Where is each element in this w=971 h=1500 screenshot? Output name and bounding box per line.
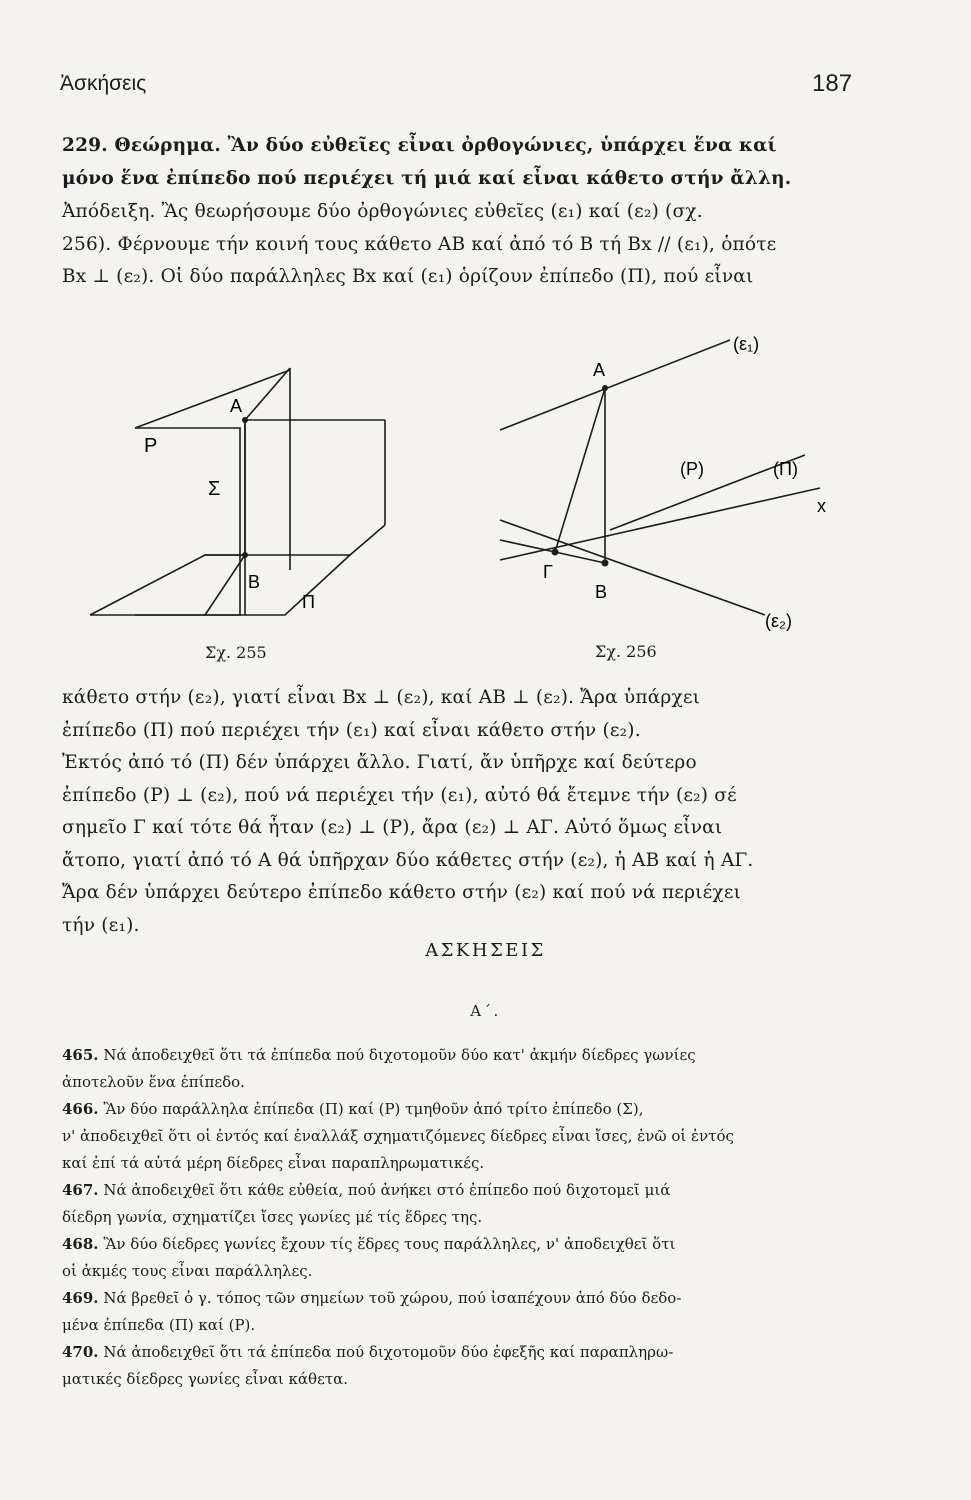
proof-line: Βx ⊥ (ε₂). Οἱ δύο παράλληλες Βx καί (ε₁) ὁρίζουν ἐπίπεδο (Π), πού εἶναι: [62, 266, 754, 287]
exercises-subheading: Α΄.: [470, 1002, 501, 1020]
plane-pi-right: [350, 525, 385, 555]
exercise-list: [62, 1042, 862, 1393]
label-x: x: [817, 496, 826, 516]
plane-sigma-outline: [205, 420, 245, 615]
exercise-470: [62, 1339, 862, 1393]
label-e2: (ε₂): [765, 611, 792, 631]
line-gb: [555, 552, 605, 563]
text-line: ἐπίπεδο (Ρ) ⊥ (ε₂), πού νά περιέχει τήν (ε₁), αὐτό θά ἔτεμνε τήν (ε₂) σέ: [62, 784, 737, 806]
exercise-468: [62, 1231, 862, 1285]
text-line: ἄτοπο, γιατί ἀπό τό Α θά ὑπῆρχαν δύο κάθετες στήν (ε₂), ἡ ΑΒ καί ἡ ΑΓ.: [62, 849, 754, 871]
plane-pi-x: [500, 488, 820, 560]
exercise-text: Νά ἀποδειχθεῖ ὅτι τά ἐπίπεδα πού διχοτομοῦν δύο ἐφεξῆς καί παραπληρω-: [103, 1343, 674, 1361]
text-line: σημεῖο Γ καί τότε θά ἦταν (ε₂) ⊥ (Ρ), ἄρα (ε₂) ⊥ ΑΓ. Αὐτό ὅμως εἶναι: [62, 817, 723, 838]
point-b: [242, 552, 248, 558]
label-p: (P): [680, 459, 704, 479]
plane-sigma-top: [245, 368, 290, 420]
label-sigma: Σ: [208, 478, 221, 500]
label-g: Γ: [543, 562, 553, 582]
label-p: P: [144, 435, 158, 457]
label-b: B: [595, 582, 608, 602]
exercise-text: ἀποτελοῦν ἕνα ἐπίπεδο.: [62, 1073, 245, 1091]
exercise-text: Ἂν δύο παράλληλα ἐπίπεδα (Π) καί (Ρ) τμηθοῦν ἀπό τρίτο ἐπίπεδο (Σ),: [103, 1100, 644, 1118]
theorem-229: [62, 130, 862, 195]
theorem-line: μόνο ἕνα ἐπίπεδο πού περιέχει τή μιά καί εἶναι κάθετο στήν ἄλλη.: [62, 167, 792, 189]
point-a: [602, 385, 608, 391]
point-g: [552, 549, 559, 556]
running-header-section: Ἀσκήσεις: [60, 72, 147, 95]
exercise-text: Νά βρεθεῖ ὁ γ. τόπος τῶν σημείων τοῦ χώρου, πού ἰσαπέχουν ἀπό δύο δεδο-: [103, 1289, 682, 1307]
proof-continuation: [62, 682, 862, 942]
label-b: B: [248, 572, 261, 592]
figure-256-caption: Σχ. 256: [595, 642, 657, 661]
exercise-467: [62, 1177, 862, 1231]
line-e1: [500, 340, 730, 430]
exercise-text: οἱ ἀκμές τους εἶναι παράλληλες.: [62, 1262, 313, 1280]
label-pi: Π: [302, 592, 315, 612]
exercise-number: 467.: [62, 1181, 99, 1199]
exercise-number: 469.: [62, 1289, 99, 1307]
text-line: Ἐκτός ἀπό τό (Π) δέν ὑπάρχει ἄλλο. Γιατί, ἄν ὑπῆρχε καί δεύτερο: [62, 752, 697, 773]
exercise-text: Νά ἀποδειχθεῖ ὅτι τά ἐπίπεδα πού διχοτομοῦν δύο κατ' ἀκμήν δίεδρες γωνίες: [103, 1046, 696, 1064]
exercise-number: 466.: [62, 1100, 99, 1118]
line-e2: [500, 520, 765, 615]
theorem-line: 229. Θεώρημα. Ἂν δύο εὐθεῖες εἶναι ὀρθογώνιες, ὑπάρχει ἕνα καί: [62, 135, 777, 156]
text-line: τήν (ε₁).: [62, 914, 140, 936]
figure-256: [495, 330, 855, 650]
text-line: ἐπίπεδο (Π) πού περιέχει τήν (ε₁) καί εἶναι κάθετο στήν (ε₂).: [62, 719, 641, 741]
exercises-heading: ΑΣΚΗΣΕΙΣ: [425, 940, 546, 961]
point-a: [242, 417, 248, 423]
plane-p-left: [500, 540, 555, 552]
exercise-text: δίεδρη γωνία, σχηματίζει ἴσες γωνίες μέ τίς ἕδρες της.: [62, 1208, 483, 1226]
label-a: A: [593, 360, 606, 380]
label-a: A: [230, 396, 243, 416]
exercise-text: ματικές δίεδρες γωνίες εἶναι κάθετα.: [62, 1370, 349, 1388]
exercise-469: [62, 1285, 862, 1339]
page-number: 187: [812, 70, 853, 97]
figure-255-caption: Σχ. 255: [205, 643, 267, 662]
exercise-text: καί ἐπί τά αὐτά μέρη δίεδρες εἶναι παραπληρωματικές.: [62, 1154, 485, 1172]
figure-255: [80, 360, 400, 660]
label-pi: (Π): [773, 459, 798, 479]
text-line: κάθετο στήν (ε₂), γιατί εἶναι Βx ⊥ (ε₂), καί ΑΒ ⊥ (ε₂). Ἄρα ὑπάρχει: [62, 687, 701, 708]
exercise-number: 468.: [62, 1235, 99, 1253]
exercise-text: ν' ἀποδειχθεῖ ὅτι οἱ ἐντός καί ἐναλλάξ σχηματιζόμενες δίεδρες εἶναι ἴσες, ἐνῶ οἱ ἐντός: [62, 1127, 734, 1145]
proof-line: Ἀπόδειξη. Ἂς θεωρήσουμε δύο ὀρθογώνιες εὐθεῖες (ε₁) καί (ε₂) (σχ.: [62, 201, 703, 222]
label-e1: (ε₁): [733, 334, 760, 354]
exercise-text: μένα ἐπίπεδα (Π) καί (Ρ).: [62, 1316, 256, 1334]
exercise-466: [62, 1096, 862, 1177]
proof-line: 256). Φέρνουμε τήν κοινή τους κάθετο ΑΒ καί ἀπό τό Β τή Βx // (ε₁), ὁπότε: [62, 233, 777, 255]
text-line: Ἄρα δέν ὑπάρχει δεύτερο ἐπίπεδο κάθετο στήν (ε₂) καί πού νά περιέχει: [62, 882, 742, 903]
point-b: [602, 560, 609, 567]
exercise-text: Ἂν δύο δίεδρες γωνίες ἔχουν τίς ἕδρες τους παράλληλες, ν' ἀποδειχθεῖ ὅτι: [103, 1235, 676, 1253]
line-ag: [555, 388, 605, 552]
proof-paragraph: [62, 196, 862, 294]
exercise-465: [62, 1042, 862, 1096]
exercise-number: 465.: [62, 1046, 99, 1064]
exercise-number: 470.: [62, 1343, 99, 1361]
exercise-text: Νά ἀποδειχθεῖ ὅτι κάθε εὐθεία, πού ἀνήκει στό ἐπίπεδο πού διχοτομεῖ μιά: [103, 1181, 671, 1199]
